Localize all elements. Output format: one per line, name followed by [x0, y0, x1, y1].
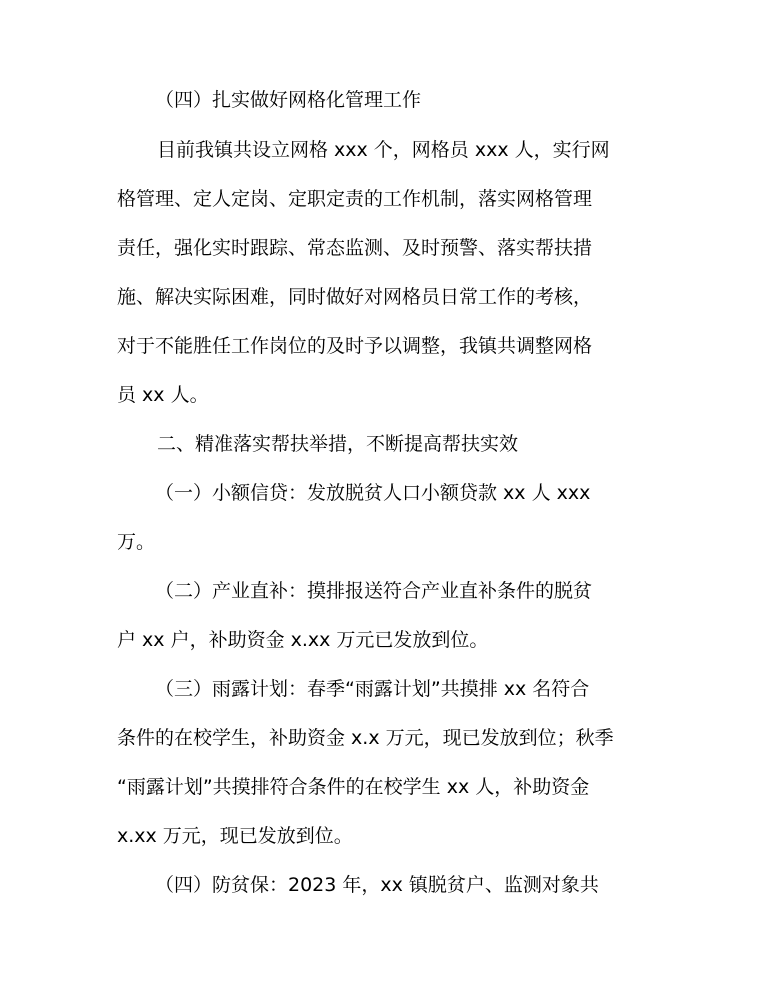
- section-heading-grid-management: （四）扎实做好网格化管理工作: [155, 89, 422, 111]
- subsection-poverty-insurance: （四）防贫保：2023 年，xx 镇脱贫户、监测对象共: [155, 874, 599, 896]
- paragraph-line: 条件的在校学生，补助资金 x.x 万元，现已发放到位；秋季: [117, 727, 614, 749]
- paragraph-line: 万。: [117, 531, 156, 553]
- section-heading-precise-assistance: 二、精准落实帮扶举措，不断提高帮扶实效: [157, 433, 519, 455]
- subsection-yulu-plan: （三）雨露计划：春季“雨露计划”共摸排 xx 名符合: [155, 678, 590, 700]
- paragraph-line: 户 xx 户，补助资金 x.xx 万元已发放到位。: [117, 629, 489, 651]
- paragraph-line: x.xx 万元，现已发放到位。: [117, 825, 353, 847]
- paragraph-line: 目前我镇共设立网格 xxx 个，网格员 xxx 人，实行网: [157, 139, 610, 161]
- paragraph-line: 施、解决实际困难，同时做好对网格员日常工作的考核，: [117, 286, 593, 308]
- paragraph-line: 员 xx 人。: [117, 384, 209, 406]
- paragraph-line: 格管理、定人定岗、定职定责的工作机制，落实网格管理: [117, 188, 593, 210]
- paragraph-line: 责任，强化实时跟踪、常态监测、及时预警、落实帮扶措: [117, 237, 593, 259]
- paragraph-line: 对于不能胜任工作岗位的及时予以调整，我镇共调整网格: [117, 335, 593, 357]
- subsection-microcredit: （一）小额信贷：发放脱贫人口小额贷款 xx 人 xxx: [155, 482, 591, 504]
- paragraph-line: “雨露计划”共摸排符合条件的在校学生 xx 人，补助资金: [117, 776, 590, 798]
- subsection-industry-subsidy: （二）产业直补：摸排报送符合产业直补条件的脱贫: [155, 580, 593, 602]
